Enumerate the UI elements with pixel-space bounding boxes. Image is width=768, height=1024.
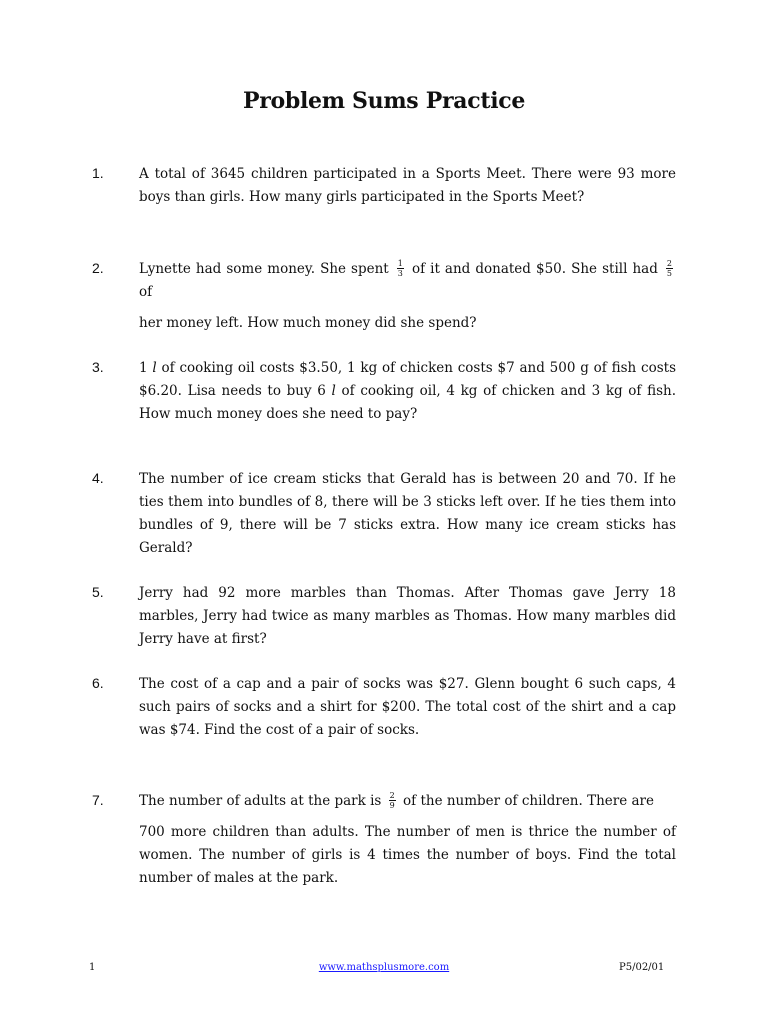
question-text-part: of cooking oil costs $3.50, 1 kg of chicken costs $7 and 500 g of fish costs $6.20. Lisa needs to buy 6 (139, 360, 677, 399)
question-number: 4. (92, 470, 104, 486)
question-text-part: her money left. How much money did she spend? (139, 315, 477, 331)
question-text (139, 790, 676, 890)
question-text: A total of 3645 children participated in a Sports Meet. There were 93 more boys than girls. How many girls participated in the Sports Meet? (139, 166, 676, 205)
unit-litre: l (331, 383, 336, 399)
fraction-numerator: 2 (666, 259, 672, 268)
question-number: 5. (92, 584, 104, 600)
question-text: The cost of a cap and a pair of socks was $27. Glenn bought 6 such caps, 4 such pairs of socks and a shirt for $200. The total cost of the shirt and a cap was $74. Find the cost of a pair of socks. (139, 676, 676, 738)
question-text-part: Lynette had some money. She spent (139, 261, 389, 277)
question-text-part: of cooking oil, 4 kg of chicken and 3 kg of fish. How much money does she need to pay? (139, 383, 677, 422)
question-text: The number of ice cream sticks that Gerald has is between 20 and 70. If he ties them into bundles of 8, there will be 3 sticks left over. If he ties them into bundles of 9, there will be 7 sticks extra. How many ice cream sticks has Gerald? (139, 471, 676, 556)
page-title: Problem Sums Practice (242, 88, 526, 114)
question-text-part: of it and donated $50. She still had (411, 261, 658, 277)
fraction-denominator: 3 (397, 269, 403, 278)
fraction (397, 259, 404, 278)
question-text-part: 700 more children than adults. The number of men is thrice the number of women. The number of girls is 4 times the number of boys. Find the total number of males at the park. (139, 824, 676, 886)
question-number: 1. (92, 165, 104, 181)
unit-litre: l (152, 360, 157, 376)
website-link[interactable]: www.mathsplusmore.com (318, 962, 450, 973)
page-number: 1 (89, 962, 96, 973)
question-text-part: of (139, 284, 153, 300)
fraction (389, 791, 396, 810)
worksheet-code: P5/02/01 (619, 962, 665, 973)
question-text: Jerry had 92 more marbles than Thomas. After Thomas gave Jerry 18 marbles, Jerry had twice as many marbles as Thomas. How many marbles did Jerry have at first? (139, 585, 676, 647)
question-number: 3. (92, 359, 104, 375)
question-number: 2. (92, 260, 104, 276)
fraction-denominator: 5 (666, 269, 672, 278)
question-text-part: 1 (139, 360, 148, 376)
question-text (139, 357, 676, 426)
fraction-denominator: 9 (389, 801, 395, 810)
fraction-numerator: 2 (389, 791, 395, 800)
question-number: 6. (92, 675, 104, 691)
question-text-part: The number of adults at the park is (139, 793, 382, 809)
fraction (666, 259, 673, 278)
question-text (139, 258, 676, 335)
question-number: 7. (92, 792, 104, 808)
fraction-numerator: 1 (397, 259, 403, 268)
question-text-part: of the number of children. There are (403, 793, 654, 809)
